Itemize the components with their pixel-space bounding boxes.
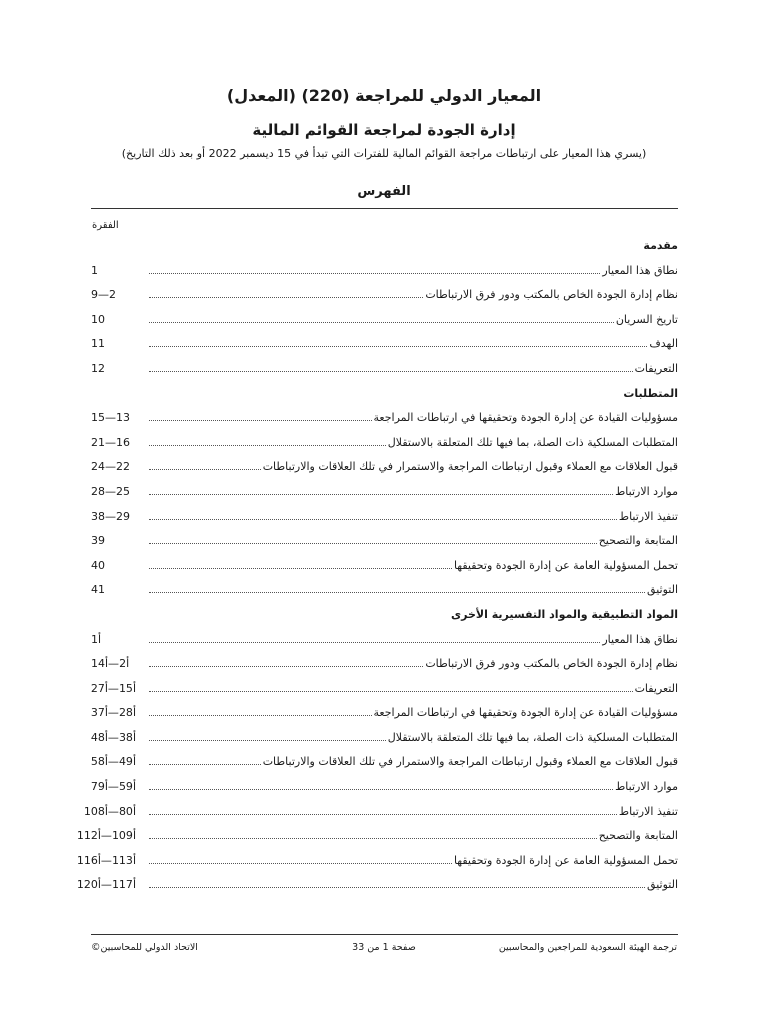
toc-entry [91,285,678,310]
toc-section-heading [91,384,678,409]
toc-paragraph-range: 1 [91,263,98,277]
bottom-divider [91,934,678,935]
toc-entry [91,334,678,359]
toc-heading: الفهرس [357,184,411,199]
toc-entry-label: التوثيق [647,878,678,892]
toc-entry [91,433,678,458]
toc-paragraph-range: 11 [91,337,105,351]
dot-leader [149,494,613,495]
dot-leader [149,273,600,274]
toc-paragraph-range: 12 [91,361,105,375]
toc-section-heading [91,605,678,630]
dot-leader [149,764,261,765]
toc-paragraph-range: 41 [91,583,105,597]
toc-entry [91,630,678,655]
toc-entry [91,679,678,704]
toc-paragraph-range: أ80—أ108 [83,804,136,818]
toc-paragraph-range: 2—9 [91,288,116,302]
toc-entry [76,875,678,900]
effective-date-note: (يسري هذا المعيار على ارتباطات مراجعة القوائم المالية للفترات التي تبدأ في 15 ديسمبر 2022 أو بعد ذلك التاريخ) [121,147,647,160]
dot-leader [149,740,386,741]
toc-paragraph-range: 13—15 [91,411,130,425]
toc-entry [91,261,678,286]
toc-paragraph-range: أ1 [91,632,102,646]
toc-section-label: المواد التطبيقية والمواد التفسيرية الأخرى [451,607,678,621]
toc-entry-label: التعريفات [634,361,678,375]
footer-page-number: صفحة 1 من 33 [352,942,416,953]
toc-entry-label: تحمل المسؤولية العامة عن إدارة الجودة وتحقيقها [453,853,678,867]
toc-entry [91,703,678,728]
toc-paragraph-range: أ49—أ58 [90,755,136,769]
toc-entry-label: موارد الارتباط [615,780,678,794]
toc-entry-label: نظام إدارة الجودة الخاص بالمكتب ودور فرق الارتباطات [425,657,678,671]
toc-entry [91,556,678,581]
toc-entry [91,777,678,802]
toc-entry-label: تنفيذ الارتباط [618,509,678,523]
dot-leader [149,666,423,667]
toc-paragraph-range: أ59—أ79 [90,780,136,794]
dot-leader [149,322,614,323]
dot-leader [149,568,452,569]
toc-entry [91,408,678,433]
dot-leader [149,519,617,520]
toc-entry-label: الهدف [649,337,678,351]
toc-section-heading [91,236,678,261]
toc-paragraph-range: 22—24 [91,460,130,474]
toc-paragraph-range: أ28—أ37 [90,706,136,720]
toc-paragraph-range: أ113—أ116 [76,853,136,867]
toc-entry [91,531,678,556]
footer-copyright: الاتحاد الدولي للمحاسبين© [91,942,198,953]
toc-entry [91,359,678,384]
dot-leader [149,715,372,716]
dot-leader [149,469,261,470]
toc-entry [91,310,678,335]
toc-entry-label: المتطلبات المسلكية ذات الصلة، بما فيها تلك المتعلقة بالاستقلال [387,730,678,744]
dot-leader [149,592,645,593]
dot-leader [149,789,613,790]
dot-leader [149,346,647,347]
toc-entry [76,851,678,876]
toc-paragraph-range: أ2—أ14 [91,657,130,671]
toc-entry-label: مسؤوليات القيادة عن إدارة الجودة وتحقيقها في ارتباطات المراجعة [373,706,678,720]
dot-leader [149,691,633,692]
dot-leader [149,838,597,839]
toc-paragraph-range: 40 [91,558,105,572]
dot-leader [149,420,372,421]
toc-paragraph-range: أ117—أ120 [76,878,136,892]
toc-entry-label: التعريفات [634,681,678,695]
toc-entry-label: تنفيذ الارتباط [618,804,678,818]
toc-entry-label: نظام إدارة الجودة الخاص بالمكتب ودور فرق الارتباطات [425,288,678,302]
toc-paragraph-range: أ15—أ27 [90,681,136,695]
toc-entry [91,752,678,777]
toc-paragraph-range: 10 [91,312,105,326]
toc-entry-label: المتطلبات المسلكية ذات الصلة، بما فيها تلك المتعلقة بالاستقلال [387,435,678,449]
toc-paragraph-range: أ109—أ112 [76,829,136,843]
toc-entry [91,482,678,507]
toc-entry [91,728,678,753]
toc-entry-label: موارد الارتباط [615,484,678,498]
standard-subtitle: إدارة الجودة لمراجعة القوائم المالية [252,121,516,139]
toc-entry-label: المتابعة والتصحيح [598,534,678,548]
dot-leader [149,371,633,372]
toc-entry-label: نطاق هذا المعيار [602,632,678,646]
dot-leader [149,642,600,643]
toc-section-label: المتطلبات [623,386,678,400]
dot-leader [149,543,597,544]
table-of-contents [76,236,678,900]
toc-entry [91,580,678,605]
toc-entry-label: المتابعة والتصحيح [598,829,678,843]
dot-leader [149,814,617,815]
toc-paragraph-range: 39 [91,534,105,548]
toc-section-label: مقدمة [643,239,678,252]
toc-entry-label: قبول العلاقات مع العملاء وقبول ارتباطات المراجعة والاستمرار في تلك العلاقات والارتباطات [262,755,678,769]
toc-entry-label: مسؤوليات القيادة عن إدارة الجودة وتحقيقها في ارتباطات المراجعة [373,411,678,425]
toc-entry-label: تاريخ السريان [615,312,678,326]
dot-leader [149,445,386,446]
toc-paragraph-range: 25—28 [91,484,130,498]
dot-leader [149,887,645,888]
toc-paragraph-range: 16—21 [91,435,130,449]
toc-entry-label: قبول العلاقات مع العملاء وقبول ارتباطات المراجعة والاستمرار في تلك العلاقات والارتباطات [262,460,678,474]
toc-entry-label: تحمل المسؤولية العامة عن إدارة الجودة وتحقيقها [453,558,678,572]
toc-paragraph-range: 29—38 [91,509,130,523]
footer-translation: ترجمة الهيئة السعودية للمراجعين والمحاسبين [498,942,677,953]
toc-paragraph-range: أ38—أ48 [90,730,136,744]
standard-title: المعيار الدولي للمراجعة (220) (المعدل) [226,86,542,105]
paragraph-column-label: الفقرة [92,220,119,231]
toc-entry [76,826,678,851]
dot-leader [149,863,452,864]
dot-leader [149,297,423,298]
toc-entry [91,654,678,679]
toc-entry [91,457,678,482]
toc-entry [83,802,678,827]
toc-entry-label: نطاق هذا المعيار [602,263,678,277]
toc-entry [91,507,678,532]
top-divider [91,208,678,209]
toc-entry-label: التوثيق [647,583,678,597]
